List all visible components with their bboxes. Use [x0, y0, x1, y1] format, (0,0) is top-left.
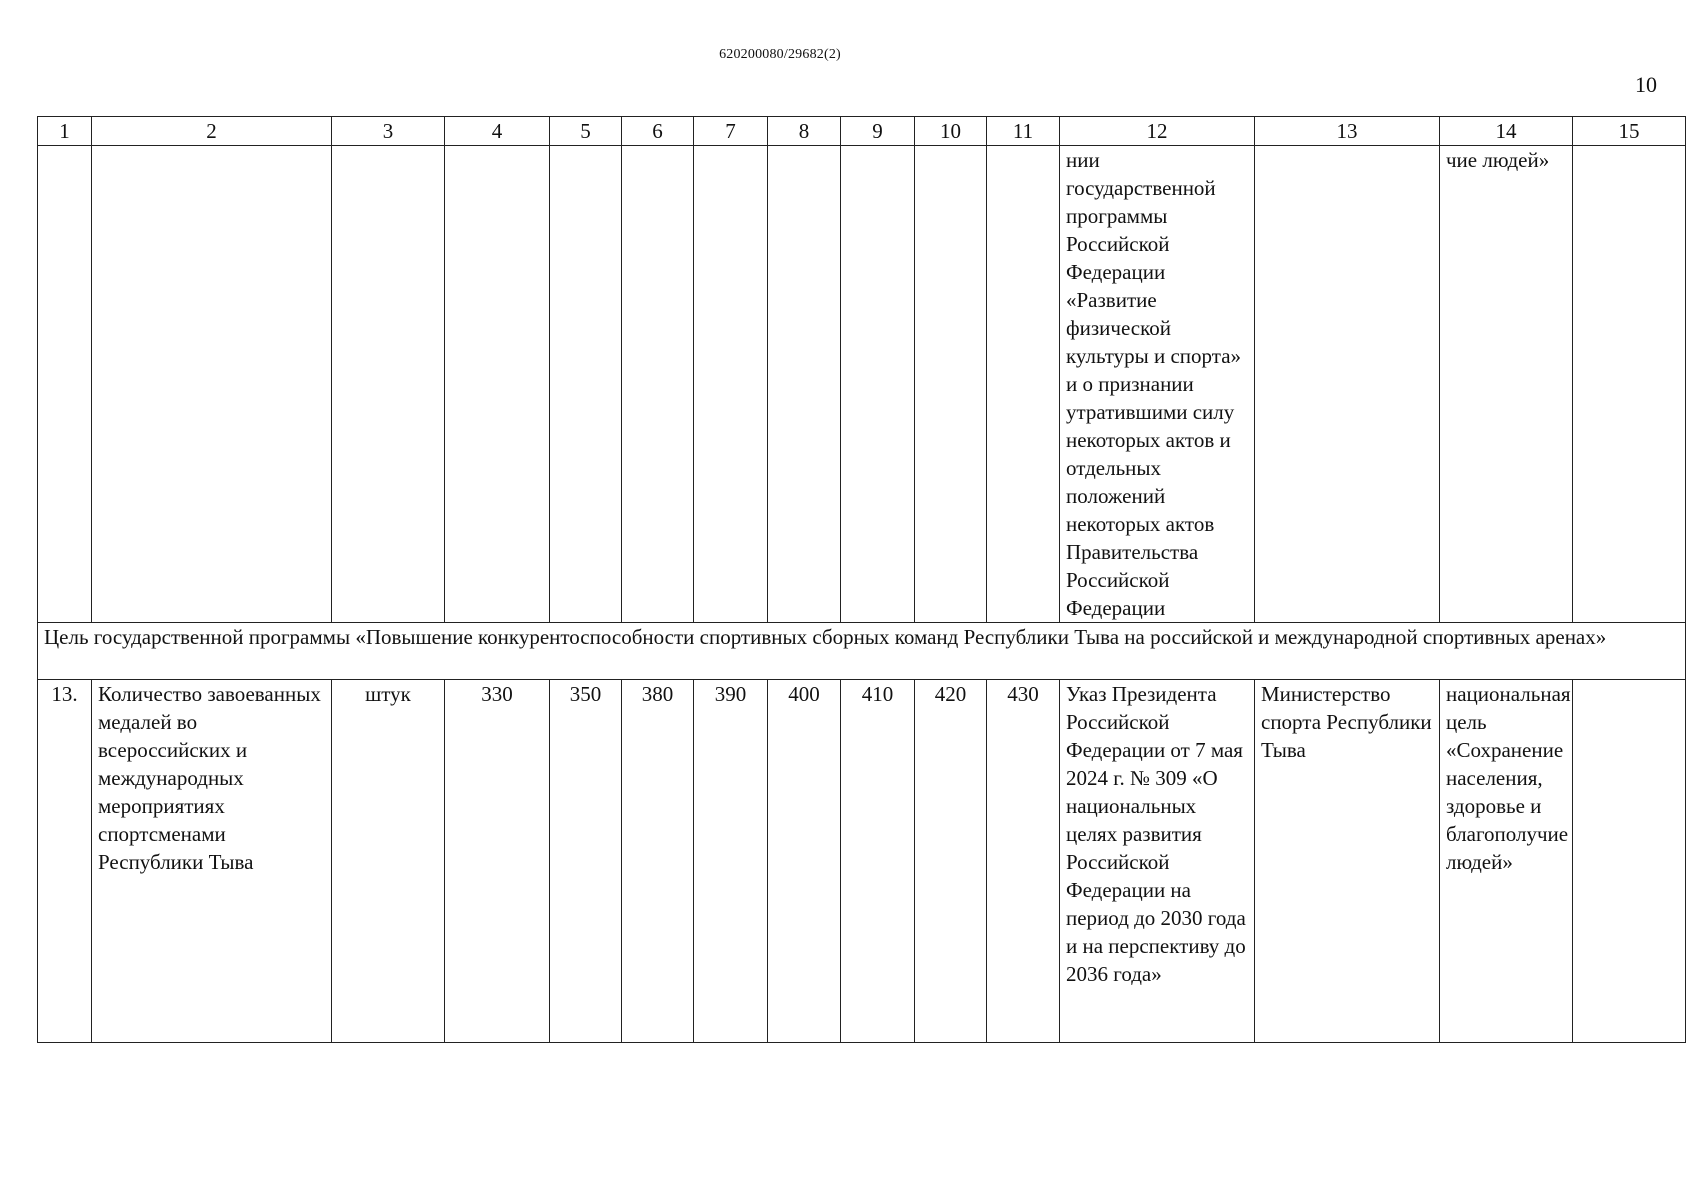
column-header: 11 [987, 117, 1060, 146]
responsible-cell [1255, 680, 1440, 1043]
goal-link-cell [1440, 680, 1573, 1043]
column-header: 8 [768, 117, 841, 146]
basis-cell [1060, 680, 1255, 1043]
indicators-table [37, 116, 1686, 1043]
column-header: 10 [915, 117, 987, 146]
column-header: 14 [1440, 117, 1573, 146]
value-cell: 420 [915, 680, 987, 1043]
responsible-text: Министерство спорта Республики Тыва [1261, 682, 1432, 762]
row-number: 13. [38, 680, 92, 1043]
table-cell [445, 146, 550, 623]
table-cell [1255, 146, 1440, 623]
table-cell [38, 146, 92, 623]
indicator-name: Количество завоеванных медалей во всероссийских и международных мероприятиях спортсменами Республики Тыва [98, 682, 321, 874]
column-header: 9 [841, 117, 915, 146]
value-cell: 430 [987, 680, 1060, 1043]
table-cell [92, 146, 332, 623]
value-cell: 350 [550, 680, 622, 1043]
column-header: 12 [1060, 117, 1255, 146]
page-number: 10 [1635, 72, 1657, 97]
goal-link-text: национальная цель «Сохранение населения, здоровье и благополучие людей» [1446, 682, 1571, 874]
table-row [38, 680, 1686, 1043]
value-cell: 400 [768, 680, 841, 1043]
unit-cell: штук [332, 680, 445, 1043]
program-goal-row [38, 623, 1686, 680]
goal-link-continuation-text: чие людей» [1446, 148, 1550, 172]
table-cell [915, 146, 987, 623]
program-goal-text: Цель государственной программы «Повышение конкурентоспособности спортивных сборных команд Республики Тыва на российской и международной спортивных аренах» [44, 625, 1607, 649]
table-cell [694, 146, 768, 623]
column-header: 13 [1255, 117, 1440, 146]
table-cell [841, 146, 915, 623]
column-header: 4 [445, 117, 550, 146]
table-cell [1573, 680, 1686, 1043]
column-header: 3 [332, 117, 445, 146]
table-cell [550, 146, 622, 623]
table-cell [987, 146, 1060, 623]
basis-text: Указ Президента Российской Федерации от 7 мая 2024 г. № 309 «О национальных целях развития Российской Федерации на период до 2030 года и на перспективу до 2036 года» [1066, 682, 1246, 986]
column-header: 7 [694, 117, 768, 146]
basis-continuation-cell [1060, 146, 1255, 623]
indicator-name-cell [92, 680, 332, 1043]
column-header: 15 [1573, 117, 1686, 146]
program-goal-cell [38, 623, 1686, 680]
continuation-row [38, 146, 1686, 623]
column-number-header-row [38, 117, 1686, 146]
table-cell [1573, 146, 1686, 623]
table-cell [768, 146, 841, 623]
value-cell: 410 [841, 680, 915, 1043]
table-cell [622, 146, 694, 623]
value-cell: 330 [445, 680, 550, 1043]
column-header: 1 [38, 117, 92, 146]
column-header: 5 [550, 117, 622, 146]
document-id-code: 620200080/29682(2) [719, 47, 841, 62]
value-cell: 390 [694, 680, 768, 1043]
value-cell: 380 [622, 680, 694, 1043]
table-cell [332, 146, 445, 623]
column-header: 2 [92, 117, 332, 146]
goal-link-continuation-cell [1440, 146, 1573, 623]
basis-continuation-text: нии государственной программы Российской Федерации «Развитие физической культуры и спорта» и о признании утратившими силу некоторых актов и отдельных положений некоторых актов Правительства Российской Федерации [1066, 148, 1242, 620]
column-header: 6 [622, 117, 694, 146]
